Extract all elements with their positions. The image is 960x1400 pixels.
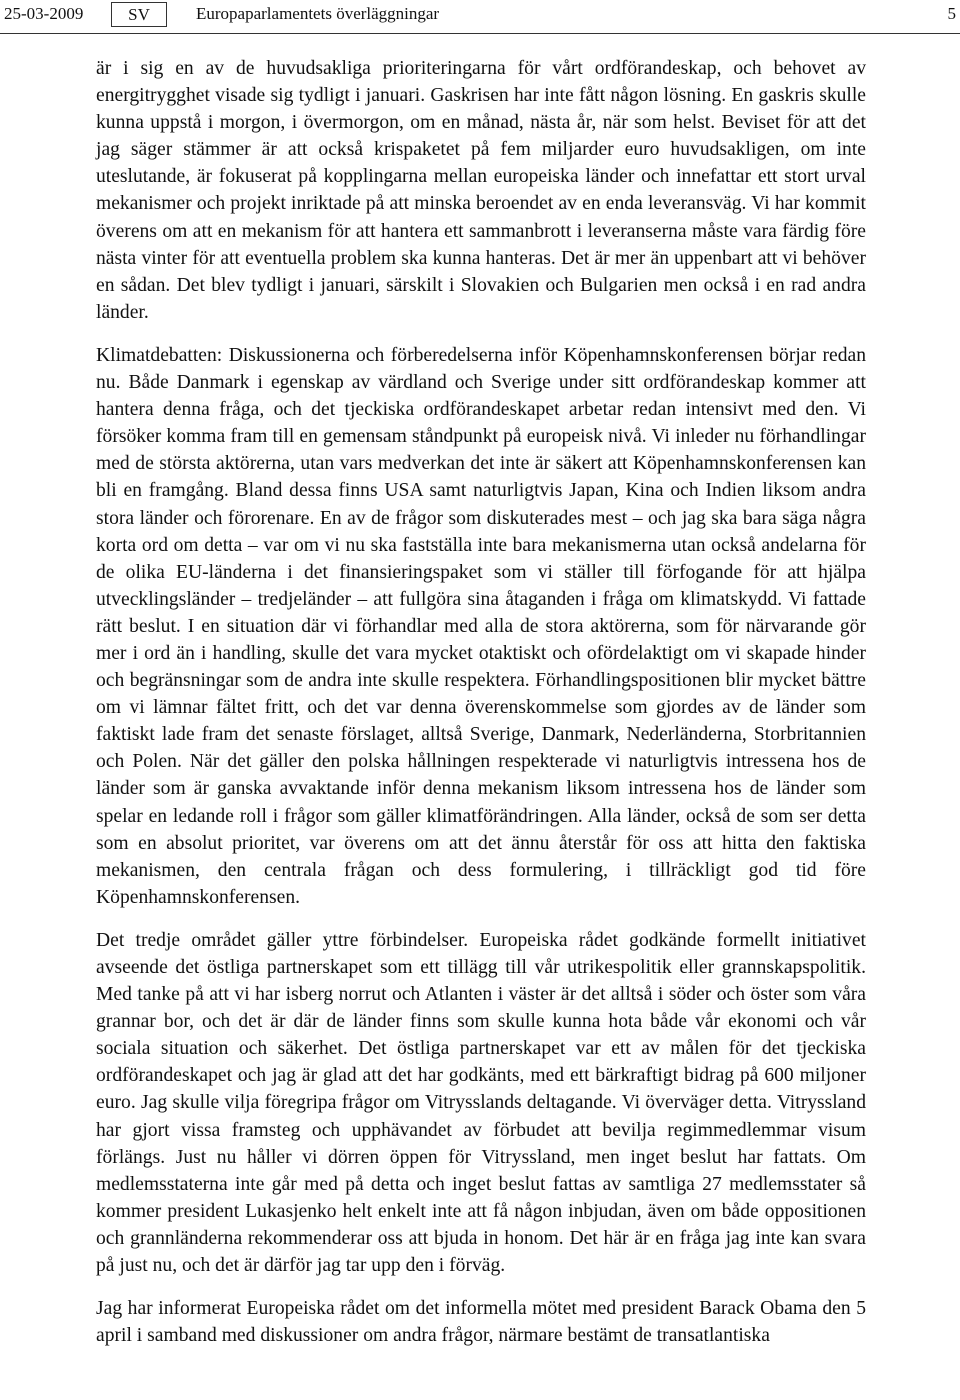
paragraph-energy-security: är i sig en av de huvudsakliga prioriteringarna för vårt ordförandeskap, och behovet av energitrygghet visade sig tydligt i januari. Gaskrisen har inte fått någon lösning. En gaskris skulle kunna uppstå i morgon, i övermorgon, om en månad, nästa år, när som helst. Beviset för att det jag säger stämmer är att också krispaketet på fem miljarder euro huvudsakligen, om inte uteslutande, är fokuserat på kopplingarna mellan europeiska länder och innefattar ett stort urval mekanismer och projekt inriktade på att minska beroendet av en enda leveransväg. Vi har kommit överens om att en mekanism för att hantera ett sammanbrott i leveranserna måste vara färdig före nästa vinter för att eventuella problem ska kunna hanteras. Det är mer än uppenbart att vi behöver en sådan. Det blev tydligt i januari, särskilt i Slovakien och Bulgarien men också i en rad andra länder. [96,58,866,323]
document-body [96,55,866,1368]
page-header [0,0,960,34]
paragraph-climate-debate: Klimatdebatten: Diskussionerna och förberedelserna inför Köpenhamnskonferensen börjar redan nu. Både Danmark i egenskap av värdland och Sverige under sitt ordförandeskap kommer att hantera denna fråga, och det tjeckiska ordförandeskapet arbetar redan intensivt med den. Vi försöker komma fram till en gemensam ståndpunkt på europeisk nivå. Vi inleder nu förhandlingar med de största aktörerna, utan vars medverkan det inte är säkert att Köpenhamnskonferensen kan bli en framgång. Bland dessa finns USA samt naturligtvis Japan, Kina och Indien liksom andra stora länder och förorenare. En av de frågor som diskuterades mest – och jag ska bara säga några korta ord om detta – var om vi nu ska fastställa inte bara mekanismerna utan också andelarna för de olika EU-länderna i det finansieringspaket som vi ställer till förfogande för att hjälpa utvecklingsländer – tredjeländer – att fullgöra sina åtaganden i fråga om klimatskydd. Vi fattade rätt beslut. I en situation där vi förhandlar med alla de stora aktörerna, som för närvarande gör mer i ord än i handling, skulle det vara mycket otaktiskt och ofördelaktigt om vi skapade hinder och begränsningar som de andra inte skulle respektera. Förhandlingspositionen blir mycket bättre om vi lämnar fältet fritt, och det var denna överenskommelse som gjordes av de länder som faktiskt lade fram det senaste förslaget, alltså Sverige, Danmark, Nederländerna, Storbritannien och Polen. När det gäller den polska hållningen respekterade vi naturligtvis intressena hos de länder som är ganska avvaktande inför denna mekanism liksom intressena hos de länder som spelar en ledande roll i frågor som gäller klimatförändringen. Alla länder, också de som ser detta som en absolut prioritet, var överens om att det ännu återstår för oss att hitta den faktiska mekanismen, den centrala frågan och dess formulering, i tillräckligt god tid före Köpenhamnskonferensen. [96,344,866,908]
header-page-number: 5 [947,4,956,23]
paragraph-obama-meeting: Jag har informerat Europeiska rådet om det informella mötet med president Barack Obama den 5 april i samband med diskussioner om andra frågor, närmare bestämt de transatlantiska [96,1298,866,1347]
paragraph-external-relations: Det tredje området gäller yttre förbindelser. Europeiska rådet godkände formellt initiativet avseende det östliga partnerskapet som ett tillägg till vår utrikespolitik eller grannskapspolitik. Med tanke på att vi har isberg norrut och Atlanten i väster är det alltså i söder och öster som våra grannar bor, och det är där de länder finns som skulle kunna hota både vår ekonomi och vår sociala situation och säkerhet. Det östliga partnerskapet var ett av målen för det tjeckiska ordförandeskapet och jag är glad att det har godkänts, med ett bärkraftigt bidrag på 600 miljoner euro. Jag skulle vilja föregripa frågor om Vitrysslands deltagande. Vi överväger detta. Vitryssland har gjort vissa framsteg och upphävandet av förbudet att bevilja regimmedlemmar visum förlängs. Just nu håller vi dörren öppen för Vitryssland, men inget beslut har fattats. Om medlemsstaterna inte går med på detta och inget beslut fattas av samtliga 27 medlemsstater så kommer president Lukasjenko helt enkelt inte att få någon inbjudan, även om både oppositionen och grannländerna rekommenderar oss att bjuda in honom. Det här är en fråga jag inte kan svara på just nu, och det är därför jag tar upp den i förväg. [96,929,866,1277]
header-title: Europaparlamentets överläggningar [196,4,440,23]
header-date: 25-03-2009 [4,4,84,23]
header-language-box: SV [111,2,167,27]
